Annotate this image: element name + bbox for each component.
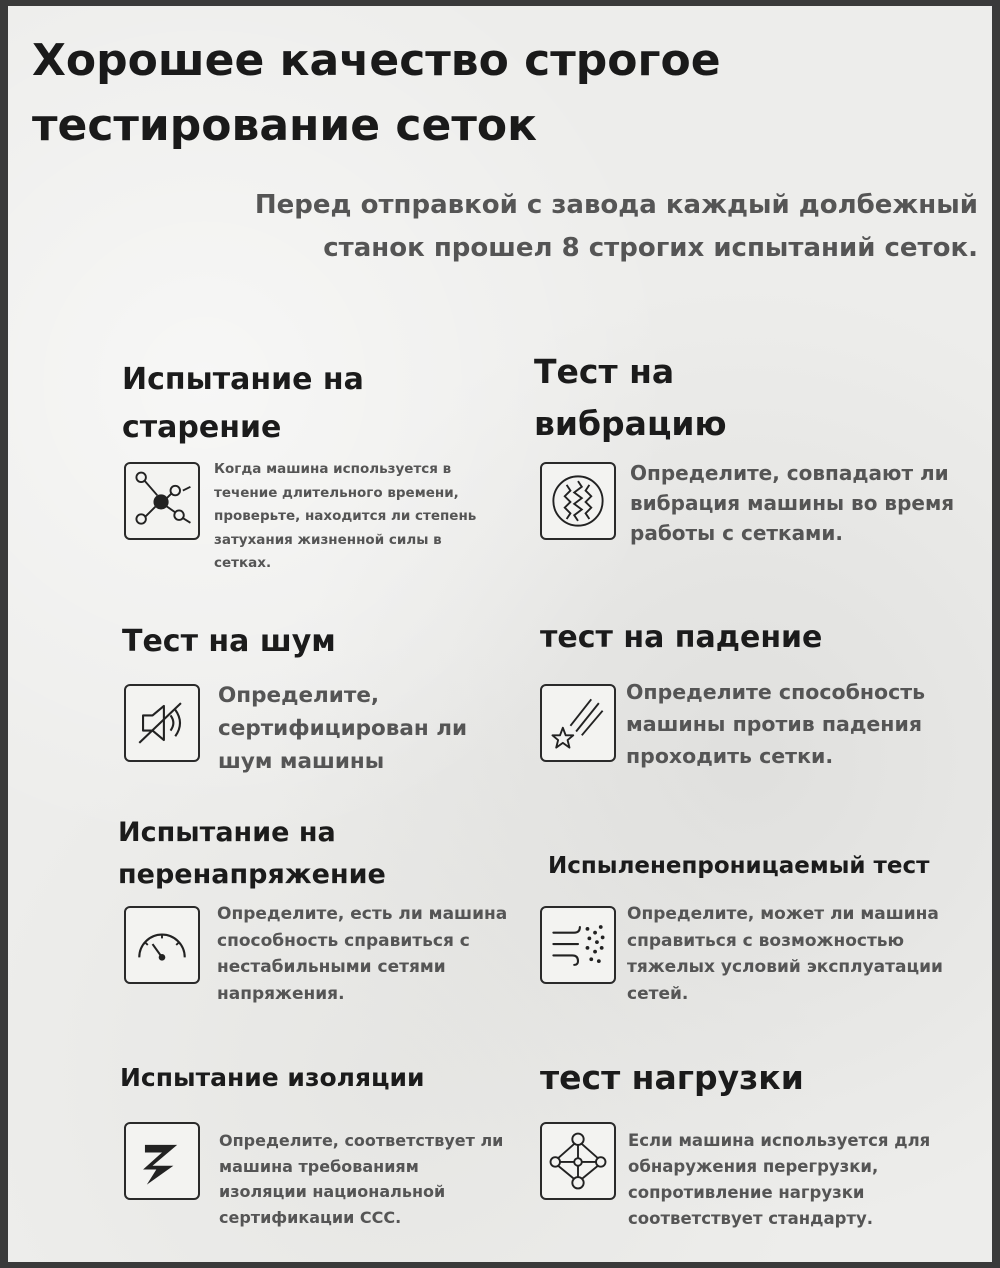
- drop-test-description: [626, 676, 925, 772]
- vibration-title-line-2: вибрацию: [534, 404, 727, 443]
- vibration-title-line-1: Тест на: [534, 352, 675, 391]
- overvoltage-desc-line: способность справиться с: [217, 930, 470, 951]
- subtitle-line-2: станок прошел 8 строгих испытаний сеток.: [323, 233, 978, 263]
- drop-desc-line: машины против падения: [626, 712, 922, 736]
- insulation-title-line: Испытание изоляции: [120, 1063, 425, 1092]
- noise-title-line: Тест на шум: [122, 624, 336, 659]
- aging-desc-line: затухания жизненной силы в: [214, 531, 442, 548]
- drop-desc-line: проходить сетки.: [626, 744, 834, 768]
- insulation-test-description: [219, 1128, 503, 1230]
- aging-test-title: [122, 356, 364, 452]
- overvoltage-title-line-1: Испытание на: [118, 817, 336, 848]
- aging-test-description: [214, 458, 476, 576]
- vibration-icon: [540, 462, 616, 540]
- title-line-2: тестирование сеток: [32, 100, 537, 151]
- noise-test-title: [122, 618, 336, 666]
- overvoltage-test-description: [217, 901, 507, 1007]
- speaker-mute-icon: [124, 684, 200, 762]
- drop-desc-line: Определите способность: [626, 680, 926, 704]
- load-title-line: тест нагрузки: [540, 1058, 804, 1097]
- dustproof-title-line: Испыленепроницаемый тест: [548, 853, 930, 879]
- vibration-desc-line: вибрация машины во время: [630, 491, 955, 515]
- load-test-description: [628, 1128, 930, 1232]
- overvoltage-desc-line: Определите, есть ли машина: [217, 904, 508, 924]
- aging-desc-line: течение длительного времени,: [214, 484, 459, 501]
- load-test-title: [540, 1054, 804, 1102]
- aging-desc-line: сетках.: [214, 555, 272, 571]
- page-canvas: [8, 6, 992, 1262]
- falling-star-icon: [540, 684, 616, 762]
- aging-title-line-1: Испытание на: [122, 362, 364, 397]
- dustproof-desc-line: тяжелых условий эксплуатации: [627, 957, 943, 977]
- insulation-desc-line: Определите, соответствует ли: [219, 1131, 504, 1150]
- insulation-test-title: [120, 1058, 425, 1098]
- noise-desc-line: Определите,: [218, 683, 380, 708]
- aging-desc-line: проверьте, находится ли степень: [214, 508, 477, 524]
- gauge-icon: [124, 906, 200, 984]
- dust-wind-icon: [540, 906, 616, 984]
- vibration-test-description: [630, 458, 954, 548]
- dustproof-desc-line: сетей.: [627, 983, 689, 1004]
- drop-title-line: тест на падение: [540, 620, 823, 655]
- overvoltage-title-line-2: перенапряжение: [118, 859, 386, 890]
- molecule-icon: [124, 462, 200, 540]
- overvoltage-desc-line: нестабильными сетями: [217, 957, 446, 977]
- dustproof-test-title: [548, 848, 929, 884]
- page-subtitle: [78, 184, 978, 270]
- drop-test-title: [540, 614, 822, 662]
- dustproof-desc-line: Определите, может ли машина: [627, 904, 939, 924]
- vibration-desc-line: работы с сетками.: [630, 521, 844, 545]
- load-network-icon: [540, 1122, 616, 1200]
- lightning-icon: [124, 1122, 200, 1200]
- vibration-test-title: [534, 346, 727, 450]
- load-desc-line: соответствует стандарту.: [628, 1209, 873, 1228]
- insulation-desc-line: изоляции национальной: [219, 1182, 446, 1201]
- vibration-desc-line: Определите, совпадают ли: [630, 461, 949, 485]
- insulation-desc-line: машина требованиям: [219, 1156, 419, 1176]
- aging-desc-line: Когда машина используется в: [214, 461, 452, 477]
- page-title: [32, 28, 972, 158]
- aging-title-line-2: старение: [122, 410, 282, 445]
- overvoltage-test-title: [118, 812, 386, 896]
- dustproof-test-description: [627, 901, 943, 1007]
- load-desc-line: сопротивление нагрузки: [628, 1183, 865, 1202]
- noise-desc-line: шум машины: [218, 749, 385, 774]
- noise-test-description: [218, 679, 467, 778]
- load-desc-line: обнаружения перегрузки,: [628, 1157, 879, 1176]
- noise-desc-line: сертифицирован ли: [218, 716, 468, 741]
- overvoltage-desc-line: напряжения.: [217, 983, 345, 1004]
- title-line-1: Хорошее качество строгое: [32, 35, 721, 86]
- subtitle-line-1: Перед отправкой с завода каждый долбежный: [254, 190, 978, 220]
- insulation-desc-line: сертификации CCC.: [219, 1207, 402, 1227]
- dustproof-desc-line: справиться с возможностью: [627, 930, 905, 951]
- load-desc-line: Если машина используется для: [628, 1131, 931, 1150]
